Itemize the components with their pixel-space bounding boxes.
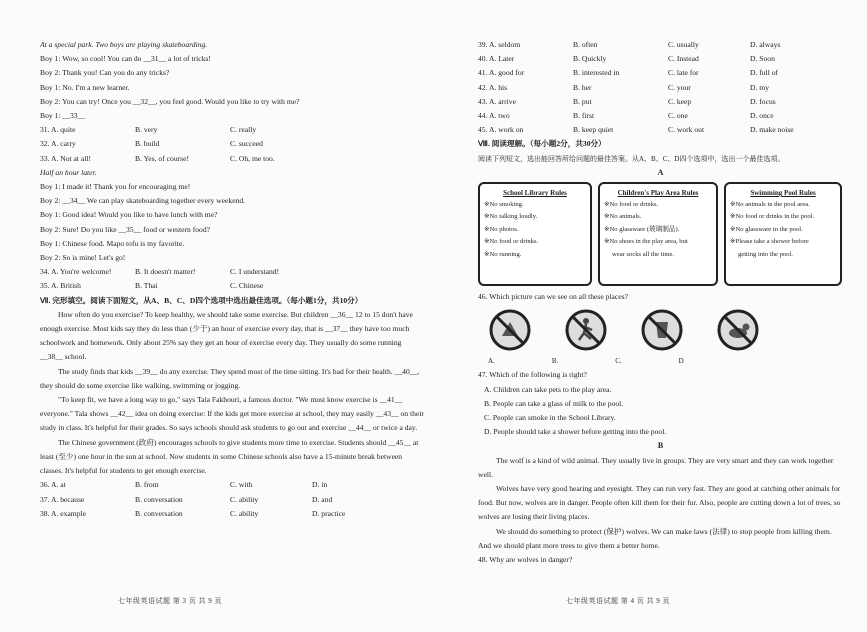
- dialogue-line: Boy 2: Thank you! Can you do any tricks?: [40, 68, 170, 78]
- dialogue-line: Boy 1: Wow, so cool! You can do __31__ a lot of tricks!: [40, 54, 211, 64]
- dialogue-line: Boy 1: Chinese food. Mapo tofu is my favorite.: [40, 238, 185, 248]
- option: 36. A. at: [40, 480, 66, 490]
- option: C. work out: [668, 125, 705, 135]
- dialogue-line: Boy 1: Good idea! Would you like to have lunch with me?: [40, 210, 218, 220]
- option: 43. A. arrive: [478, 96, 516, 106]
- option: B. keep quiet: [573, 125, 614, 135]
- rules-box-library: [478, 182, 592, 286]
- option: 37. A. because: [40, 494, 85, 504]
- option: A. Children can take pets to the play area.: [484, 384, 612, 394]
- option: B. first: [573, 111, 595, 121]
- question-35: [40, 279, 425, 293]
- rule-item: ※No animals.: [604, 213, 642, 221]
- part-b-label: B: [657, 441, 664, 451]
- option: C. late for: [668, 68, 699, 78]
- dialogue-line: Boy 1: I made it! Thank you for encouraging me!: [40, 182, 191, 192]
- dialogue-line: Boy 2: You can try! Once you __32__, you feel good. Would you like to try with me?: [40, 96, 300, 106]
- option: C. keep: [668, 96, 692, 106]
- option: B. from: [135, 480, 159, 490]
- option: B. build: [135, 139, 160, 149]
- dialogue-intro-1: At a special park. Two boys are playing skateboarding.: [40, 40, 208, 49]
- question-33: [40, 152, 425, 166]
- passage-paragraph: How often do you exercise? To keep healthy, we should take some exercise. But children __36__ 12 to 15 don't have enough exercise. Most kids say they do less than (少于) an hour of exercise every day, that is __37__ they have too much schoolwork and homework. Only about 25% say they get an hour of exercise every day. They usually do some running __38__ school.: [40, 309, 413, 362]
- rules-boxes: [478, 182, 843, 286]
- option: 33. A. Not at all!: [40, 153, 92, 163]
- no-food-drink-sign-icon: [488, 308, 532, 352]
- option: C. I understand!: [230, 267, 280, 277]
- option: D. practice: [312, 508, 346, 518]
- question-34: [40, 265, 425, 279]
- option: B. Thai: [135, 281, 158, 291]
- option: D. full of: [750, 68, 779, 78]
- rules-box-play-area: [598, 182, 718, 286]
- question-41: [478, 66, 843, 80]
- passage-paragraph: The study finds that kids __39__ do any exercise. They spend most of the time sitting. It's bad for their health. __40__, they should do some exercise like walking, swimming or jogging.: [40, 366, 420, 390]
- option: C. ability: [230, 494, 259, 504]
- dialogue-line: Boy 2: So is mine! Let's go!: [40, 253, 126, 263]
- no-animals-sign-icon: [716, 308, 760, 352]
- option: C.: [615, 357, 622, 366]
- option: C. People can smoke in the School Library.: [484, 413, 616, 423]
- option: C. one: [668, 111, 688, 121]
- option: A.: [488, 357, 495, 366]
- option: C. with: [230, 480, 253, 490]
- option: B. conversation: [135, 494, 183, 504]
- rule-item: ※No smoking.: [484, 201, 524, 209]
- option: B. often: [573, 40, 598, 49]
- passage-paragraph: We should do something to protect (保护) wolves. We can make laws (法律) to stop people from killing them. And we should plant more trees to give them a better home.: [478, 526, 832, 550]
- option: 34. A. You're welcome!: [40, 267, 112, 277]
- rule-item: wear socks all the time.: [612, 250, 675, 258]
- question-46: 46. Which picture can we see on all these places?: [478, 292, 628, 302]
- option: 38. A. example: [40, 508, 86, 518]
- right-page: [478, 38, 843, 567]
- no-glassware-sign-icon: [640, 308, 684, 352]
- part-a-label: A: [657, 167, 664, 177]
- rule-item: ※No food or drinks in the pool.: [730, 213, 815, 221]
- dialogue-intro-2: Half an hour later.: [40, 167, 97, 177]
- option: C. Instead: [668, 54, 699, 64]
- passage-paragraph: "To keep fit, we have a long way to go," says Tala Fakhouri, a famous doctor. "We must know exercise is __41__ everyone." Tala shows __42__ idea on doing exercise: If the kids get more exercise at school, they may easily __43__ on their study in class. It's helpful for their grades. So says schools should ask students to go out and exercise __44__ or twice a day.: [40, 395, 424, 433]
- option: D. always: [750, 40, 781, 49]
- option: 42. A. his: [478, 82, 508, 92]
- rules-box-title: Children's Play Area Rules: [617, 189, 699, 198]
- option: C. really: [230, 125, 257, 135]
- option: 41. A. good for: [478, 68, 525, 78]
- section-title-reading: Ⅷ. 阅读理解。（每小题2分，共30分）: [478, 139, 606, 149]
- option: D. Soon: [750, 54, 775, 64]
- option: D. my: [750, 82, 769, 92]
- question-43: [478, 95, 843, 109]
- question-48: 48. Why are wolves in danger?: [478, 555, 573, 565]
- question-39: [478, 38, 843, 52]
- option: 35. A. British: [40, 281, 81, 291]
- sign-labels: [488, 354, 843, 368]
- question-44: [478, 109, 843, 123]
- rule-item: ※No photos.: [484, 225, 519, 233]
- sign-pictures: [488, 308, 843, 352]
- option: C. your: [668, 82, 691, 92]
- question-42: [478, 81, 843, 95]
- rule-item: ※No food or drinks.: [484, 238, 539, 246]
- option: C. succeed: [230, 139, 263, 149]
- option: B. Yes, of course!: [135, 153, 189, 163]
- rule-item: ※No running.: [484, 250, 522, 258]
- section-title-cloze: Ⅶ. 完形填空。阅读下面短文，从A、B、C、D四个选项中选出最佳选项。（每小题1分，共10分）: [40, 295, 363, 305]
- option: B. People can take a glass of milk to the pool.: [484, 398, 624, 408]
- option: C. usually: [668, 40, 699, 49]
- option: 31. A. quite: [40, 125, 76, 135]
- option: D. People should take a shower before getting into the pool.: [484, 427, 667, 437]
- rule-item: getting into the pool.: [738, 250, 793, 258]
- option: B. her: [573, 82, 592, 92]
- option: B. Quickly: [573, 54, 607, 64]
- question-38: [40, 507, 425, 521]
- section-instructions: 阅读下列短文，选出能回答所给问题的最佳答案。从A、B、C、D四个选项中，选出一个最佳选项。: [478, 154, 785, 163]
- page-footer-right: 七年级英语试题 第 4 页 共 9 页: [566, 597, 670, 605]
- dialogue-line: Boy 1: __33__: [40, 111, 86, 121]
- option: B. very: [135, 125, 158, 135]
- rule-item: ※No glassware in the pool.: [730, 225, 803, 233]
- rules-box-title: Swimming Pool Rules: [750, 189, 816, 198]
- page-footer-left: 七年级英语试题 第 3 页 共 9 页: [118, 597, 222, 605]
- option: 40. A. Later: [478, 54, 515, 64]
- question-37: [40, 493, 425, 507]
- option: B.: [551, 357, 559, 366]
- option: C. Chinese: [230, 281, 264, 291]
- option: D: [678, 357, 684, 366]
- rules-box-pool: [724, 182, 842, 286]
- rule-item: ※No shoes in the play area, but: [604, 238, 688, 246]
- option: B. put: [573, 96, 592, 106]
- dialogue-line: Boy 2: __34__ We can play skateboarding together every weekend.: [40, 196, 246, 206]
- option: B. conversation: [135, 508, 183, 518]
- option: C. Oh, me too.: [230, 153, 275, 163]
- rules-box-title: School Library Rules: [503, 189, 567, 198]
- rule-item: ※No food or drinks.: [604, 201, 659, 209]
- option: C. ability: [230, 508, 259, 518]
- question-31: [40, 123, 425, 137]
- option: 45. A. work on: [478, 125, 524, 135]
- option: D. in: [312, 480, 328, 490]
- left-page: [40, 38, 425, 521]
- question-32: [40, 137, 425, 151]
- option: D. make noise: [750, 125, 794, 135]
- rule-item: ※No animals in the pool area.: [730, 201, 810, 209]
- passage-paragraph: The wolf is a kind of wild animal. They usually live in groups. They are very smart and they can work together well.: [478, 455, 834, 479]
- option: 44. A. two: [478, 111, 510, 121]
- option: 32. A. carry: [40, 139, 76, 149]
- rule-item: ※No glassware (玻璃制品).: [604, 225, 680, 233]
- question-45: [478, 123, 843, 137]
- passage-paragraph: The Chinese government (政府) encourages schools to give students more time to exercise. Students should __45__ at least (至少) one hour in the sun at school. Now students in some Chinese schools also have a 15-minute break between classes. It's helpful for students to get enough exercise.: [40, 437, 419, 476]
- question-47: 47. Which of the following is right?: [478, 370, 587, 380]
- option: 39. A. seldom: [478, 40, 521, 49]
- question-40: [478, 52, 843, 66]
- option: D. focus: [750, 96, 776, 106]
- rule-item: ※Please take a shower before: [730, 238, 809, 246]
- option: D. once: [750, 111, 774, 121]
- dialogue-line: Boy 1: No. I'm a new learner.: [40, 82, 130, 92]
- passage-paragraph: Wolves have very good hearing and eyesight. They can run very fast. They are good at catching other animals for food. But now, wolves are in danger. People often kill them for their fur. Also, people are cutting down a lot of trees, so wolves are losing their living places.: [478, 484, 841, 522]
- option: D. and: [312, 494, 333, 504]
- option: B. interested in: [573, 68, 620, 78]
- option: B. It doesn't matter!: [135, 267, 196, 277]
- question-36: [40, 478, 425, 492]
- no-running-sign-icon: [564, 308, 608, 352]
- dialogue-line: Boy 2: Sure! Do you like __35__ food or western food?: [40, 224, 210, 234]
- rule-item: ※No talking loudly.: [484, 213, 538, 221]
